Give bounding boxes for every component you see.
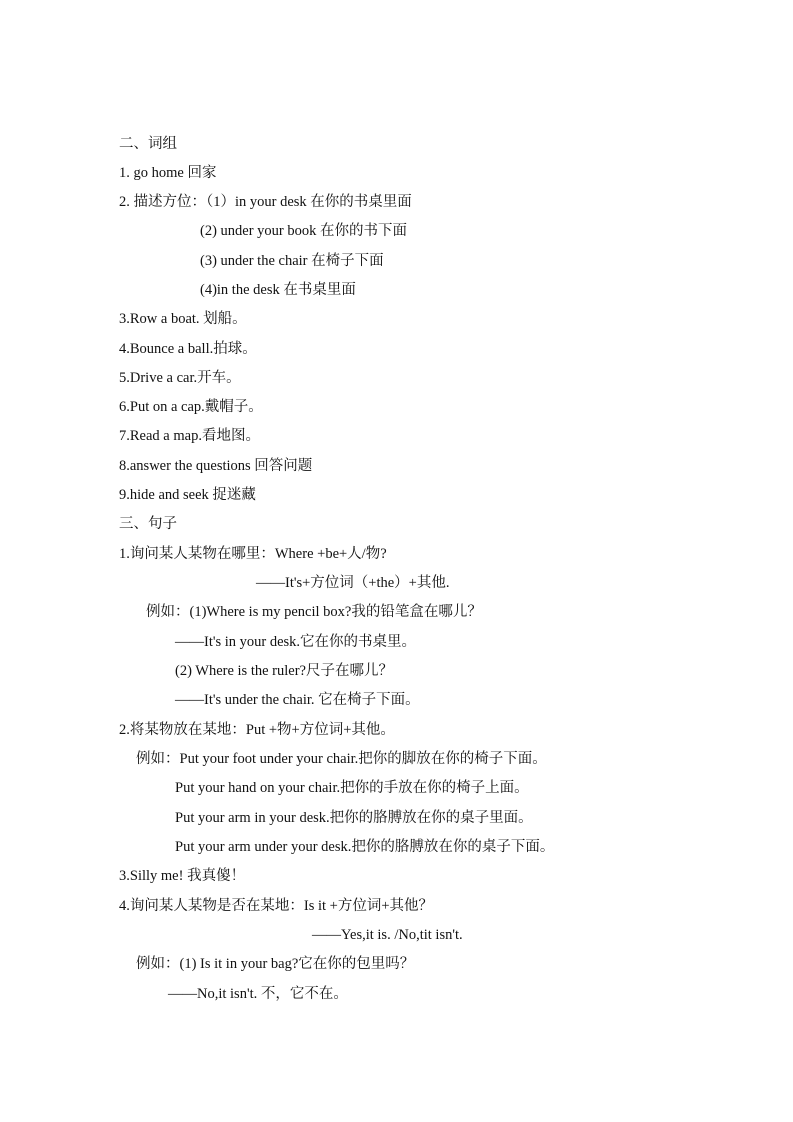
sentence-example-1: 例如：(1)Where is my pencil box?我的铅笔盒在哪儿？: [146, 604, 482, 620]
sentence-rule-2-example-1: 例如：Put your foot under your chair.把你的脚放在你的椅子下面。: [136, 751, 547, 767]
sentence-rule-1: 1.询问某人某物在哪里：Where +be+人/物?: [119, 546, 387, 562]
phrase-item-8: 8.answer the questions 回答问题: [119, 458, 313, 474]
sentence-rule-1-answer: ——It's+方位词（+the）+其他.: [256, 575, 450, 591]
phrase-item-3: 3.Row a boat. 划船。: [119, 311, 247, 327]
section-heading-phrases: 二、词组: [119, 136, 177, 152]
sentence-rule-4-example-answer: ——No,it isn't. 不，它不在。: [168, 986, 348, 1002]
phrase-item-2-sub-4: (4)in the desk 在书桌里面: [200, 282, 356, 298]
phrase-item-1: 1. go home 回家: [119, 165, 217, 181]
phrase-item-2: 2. 描述方位：（1）in your desk 在你的书桌里面: [119, 194, 412, 210]
sentence-rule-4-answer: ——Yes,it is. /No,tit isn't.: [312, 927, 463, 943]
sentence-rule-4: 4.询问某人某物是否在某地：Is it +方位词+其他？: [119, 898, 434, 914]
sentence-example-1-answer: ——It's in your desk.它在你的书桌里。: [175, 634, 417, 650]
sentence-example-2-answer: ——It's under the chair. 它在椅子下面。: [175, 692, 420, 708]
phrase-item-2-sub-3: (3) under the chair 在椅子下面: [200, 253, 384, 269]
sentence-rule-2-example-4: Put your arm under your desk.把你的胳膊放在你的桌子下面。: [175, 839, 555, 855]
phrase-item-6: 6.Put on a cap.戴帽子。: [119, 399, 263, 415]
sentence-rule-2-example-3: Put your arm in your desk.把你的胳膊放在你的桌子里面。: [175, 810, 533, 826]
sentence-example-2: (2) Where is the ruler?尺子在哪儿？: [175, 663, 393, 679]
section-heading-sentences: 三、句子: [119, 516, 177, 532]
phrase-item-4: 4.Bounce a ball.拍球。: [119, 341, 257, 357]
sentence-rule-2-example-2: Put your hand on your chair.把你的手放在你的椅子上面。: [175, 780, 529, 796]
phrase-item-9: 9.hide and seek 捉迷藏: [119, 487, 256, 503]
phrase-item-5: 5.Drive a car.开车。: [119, 370, 241, 386]
phrase-item-7: 7.Read a map.看地图。: [119, 428, 260, 444]
phrase-item-2-sub-2: (2) under your book 在你的书下面: [200, 223, 407, 239]
sentence-rule-4-example: 例如：(1) Is it in your bag?它在你的包里吗？: [136, 956, 415, 972]
sentence-rule-2: 2.将某物放在某地：Put +物+方位词+其他。: [119, 722, 395, 738]
sentence-rule-3: 3.Silly me! 我真傻！: [119, 868, 246, 884]
